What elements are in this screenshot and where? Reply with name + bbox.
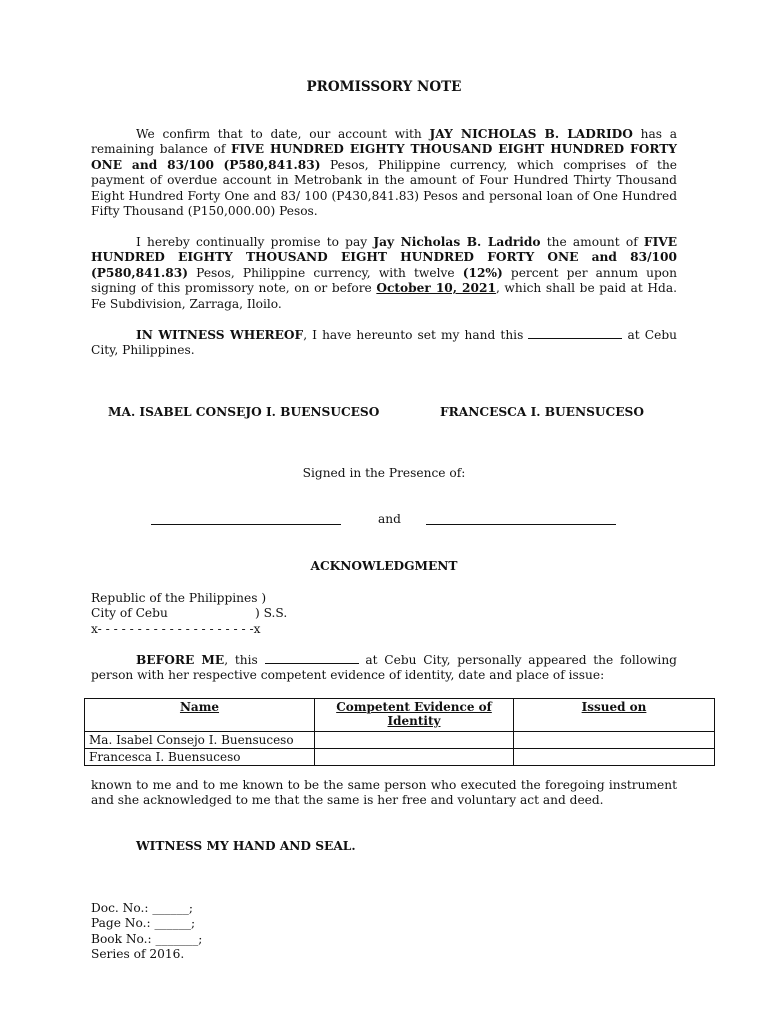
paragraph-witness [91, 328, 677, 359]
table-row [85, 749, 715, 766]
table-row [85, 732, 715, 749]
presence-label: Signed in the Presence of: [302, 466, 466, 480]
payee-name: Jay Nicholas B. Ladrido [373, 235, 541, 249]
table-cell [514, 732, 715, 749]
venue-block [91, 591, 288, 637]
paragraph-promise [91, 235, 677, 312]
text: I hereby continually promise to pay [136, 235, 374, 249]
venue-ss: ) S.S. [255, 606, 288, 621]
table-cell [315, 749, 514, 766]
date-blank [528, 328, 622, 339]
text: Pesos, Philippine currency, with twelve [188, 265, 463, 280]
notarial-block [91, 901, 202, 963]
text: Pesos, Philippine currency, which comprises of the payment of overdue account in Metrobank in the amount of Four Hundred Thirty Thousand Eight Hundred Forty One and 83/ 100 (P430,841.83) Pesos and personal loan of One Hundred Fifty Thousand (P150,000.00) Pesos. [91, 157, 678, 219]
paragraph-balance [91, 127, 677, 219]
amount-number: (P580,841.83) [223, 157, 321, 172]
witness-line-right [426, 524, 616, 525]
table-header: Competent Evidence of Identity [315, 699, 514, 732]
due-date: October 10, 2021 [376, 281, 496, 296]
text: percent per annum upon signing of this promissory note, on or before [91, 265, 677, 296]
series: Series of 2016. [91, 947, 185, 962]
table-header-row [85, 699, 715, 732]
signatory-right: FRANCESCA I. BUENSUCESO [440, 405, 644, 419]
witness-hand-seal: WITNESS MY HAND AND SEAL. [136, 839, 356, 853]
text: , I have hereunto set my hand this [303, 328, 529, 342]
text: at Cebu City, personally appeared the following person with her respective competent evidence of identity, date and place of issue: [91, 653, 677, 683]
table-cell: Francesca I. Buensuceso [85, 749, 315, 766]
acknowledgment-heading: ACKNOWLEDGMENT [310, 559, 458, 573]
interest-rate: (12%) [462, 265, 503, 280]
creditor-name: JAY NICHOLAS B. LADRIDO [429, 127, 633, 141]
identity-table [84, 698, 715, 766]
venue-city: City of Cebu [91, 606, 168, 621]
text: , this [224, 653, 265, 667]
table-cell [315, 732, 514, 749]
table-cell [514, 749, 715, 766]
book-no: Book No.: _______; [91, 931, 203, 946]
witness-line-left [151, 524, 341, 525]
table-cell: Ma. Isabel Consejo I. Buensuceso [85, 732, 315, 749]
table-header: Name [85, 699, 315, 732]
paragraph-known: known to me and to me known to be the same person who executed the foregoing instrument and she acknowledged to me that the same is her free and voluntary act and deed. [91, 778, 677, 808]
text: , which shall be paid at Hda. Fe Subdivision, Zarraga, Iloilo. [91, 281, 677, 311]
amount-words: FIVE HUNDRED EIGHTY THOUSAND EIGHT HUNDRED FORTY ONE and 83/100 [91, 142, 677, 172]
document-title: PROMISSORY NOTE [306, 79, 462, 95]
venue-line: x- - - - - - - - - - - - - - - - - - - -x [91, 621, 261, 636]
venue-line: Republic of the Philippines ) [91, 591, 267, 605]
signatory-left: MA. ISABEL CONSEJO I. BUENSUCESO [108, 405, 380, 419]
text: the amount of [540, 235, 644, 249]
doc-no: Doc. No.: ______; [91, 901, 193, 915]
date-blank [265, 653, 359, 664]
text: has a remaining balance of [91, 127, 677, 157]
paragraph-before-me [91, 653, 677, 684]
venue-line [91, 606, 288, 621]
page-no: Page No.: ______; [91, 916, 196, 931]
table-header: Issued on [514, 699, 715, 732]
text: We confirm that to date, our account with [136, 127, 430, 141]
text: at Cebu City, Philippines. [91, 328, 677, 358]
presence-and: and [378, 512, 401, 526]
amount-words: FIVE HUNDRED EIGHTY THOUSAND EIGHT HUNDRED FORTY ONE and 83/100 (P580,841.83) [91, 235, 678, 280]
witness-lead: IN WITNESS WHEREOF [136, 328, 304, 342]
before-me-lead: BEFORE ME [136, 653, 225, 667]
